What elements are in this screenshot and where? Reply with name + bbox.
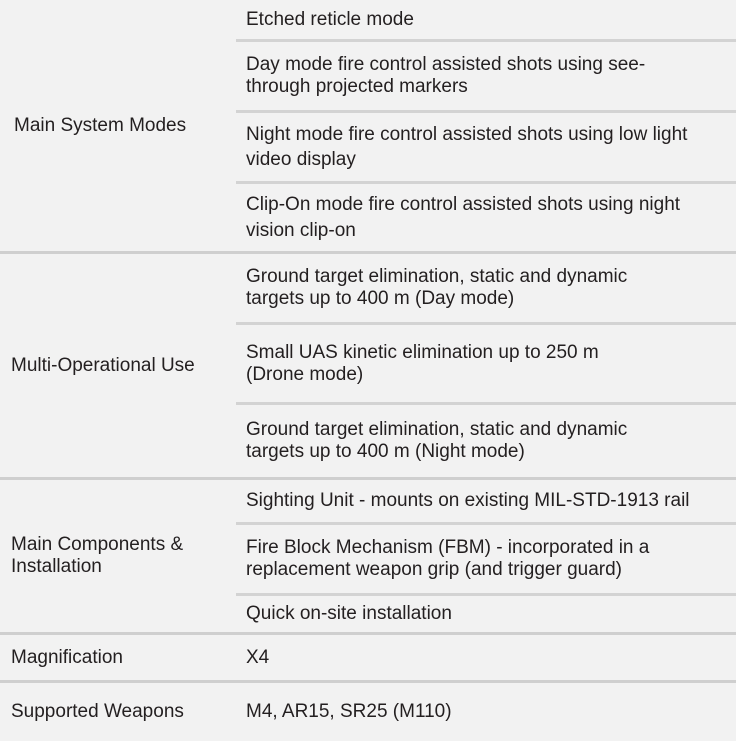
- value-cell: M4, AR15, SR25 (M110): [246, 701, 452, 722]
- row-divider: [236, 593, 736, 596]
- row-divider: [236, 322, 736, 325]
- row-divider: [236, 39, 736, 42]
- row-label: Supported Weapons: [11, 701, 184, 722]
- value-cell: Night mode fire control assisted shots using low light video display: [246, 124, 688, 170]
- row-divider: [236, 402, 736, 405]
- value-cell: Clip-On mode fire control assisted shots using night vision clip-on: [246, 193, 681, 241]
- value-cell: Etched reticle mode: [246, 8, 414, 30]
- row-divider: [236, 181, 736, 184]
- row-divider: [236, 110, 736, 113]
- row-label: Multi-Operational Use: [11, 354, 195, 376]
- row-values: [236, 480, 736, 632]
- value-cell: Ground target elimination, static and dynamic targets up to 400 m (Day mode): [246, 266, 628, 309]
- row-label: Main System Modes: [14, 114, 187, 136]
- row-divider: [236, 522, 736, 525]
- spec-row-main-components: [0, 480, 736, 632]
- value-cell: X4: [246, 646, 270, 668]
- value-cell: Day mode fire control assisted shots using see-through projected markers: [246, 54, 646, 97]
- row-label: Main Components & Installation: [11, 534, 184, 577]
- spec-row-multi-operational-use: [0, 254, 736, 477]
- value-cell: Ground target elimination, static and dynamic targets up to 400 m (Night mode): [246, 419, 628, 462]
- row-values: [236, 0, 736, 251]
- value-cell: Sighting Unit - mounts on existing MIL-STD-1913 rail: [246, 490, 690, 511]
- value-cell: Quick on-site installation: [246, 603, 452, 624]
- value-cell: Small UAS kinetic elimination up to 250 m (Drone mode): [246, 341, 599, 385]
- spec-row-supported-weapons: [0, 683, 736, 741]
- spec-row-magnification: [0, 635, 736, 680]
- value-cell: Fire Block Mechanism (FBM) - incorporated in a replacement weapon grip (and trigger guard): [246, 537, 650, 580]
- row-values: [236, 635, 736, 680]
- spec-row-main-system-modes: [0, 0, 736, 251]
- row-values: [236, 683, 736, 741]
- row-values: [236, 254, 736, 477]
- row-label: Magnification: [11, 646, 123, 668]
